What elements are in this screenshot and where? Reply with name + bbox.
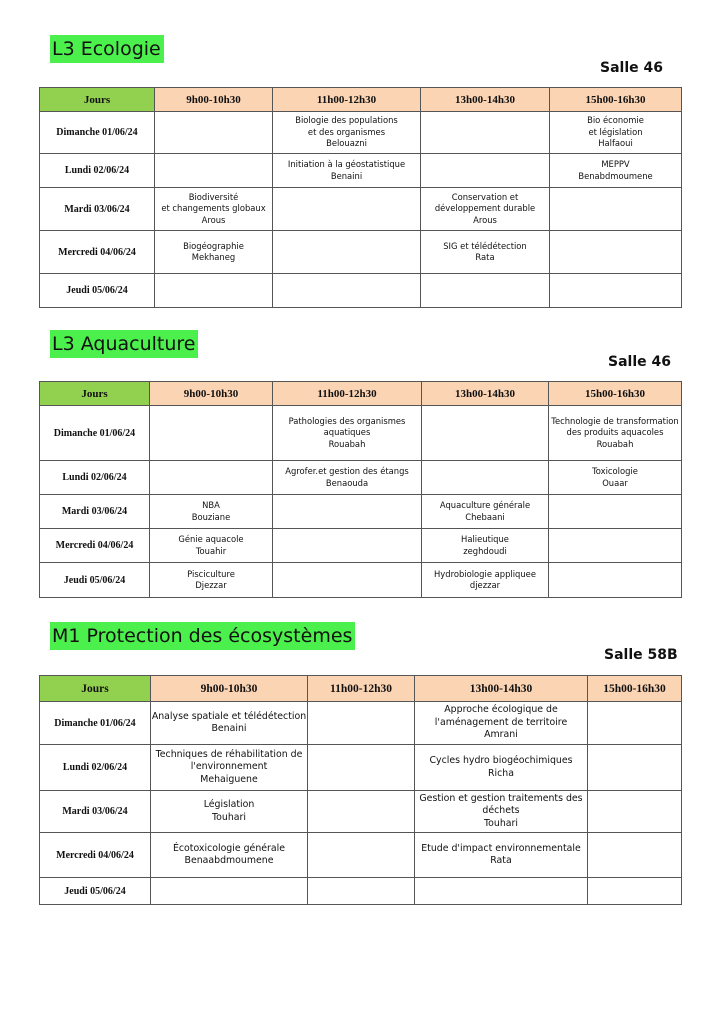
- teacher-name: Bouziane: [191, 511, 231, 522]
- course-cell: [273, 461, 422, 495]
- teacher-name: Benabdmoumene: [578, 170, 653, 181]
- section-title-l3-ecologie: L3 Ecologie: [50, 35, 164, 63]
- course-cell: [151, 791, 308, 833]
- course-cell: [588, 702, 682, 745]
- course-line: et changements globaux: [161, 203, 266, 214]
- day-cell: Dimanche 01/06/24: [40, 406, 150, 461]
- table-row: [40, 461, 682, 495]
- day-cell: Jeudi 05/06/24: [40, 878, 151, 905]
- course-cell: [150, 461, 273, 495]
- course-line: déchets: [482, 805, 520, 817]
- course-line: Approche écologique de: [444, 704, 558, 716]
- table-row: [40, 112, 682, 154]
- table-row: [40, 231, 682, 274]
- course-line: et législation: [588, 126, 643, 137]
- course-cell: [588, 791, 682, 833]
- course-line: Hydrobiologie appliquee: [434, 568, 536, 579]
- course-cell: [273, 112, 421, 154]
- table-header-row: [40, 88, 682, 112]
- course-cell: [273, 495, 422, 529]
- table-row: [40, 702, 682, 745]
- day-cell: Lundi 02/06/24: [40, 461, 150, 495]
- header-days: Jours: [40, 382, 150, 406]
- course-line: l'environnement: [190, 761, 268, 773]
- table-row: [40, 833, 682, 878]
- course-line: Pisciculture: [187, 568, 235, 579]
- course-cell: [422, 495, 549, 529]
- course-cell: [273, 529, 422, 563]
- teacher-name: Touhari: [212, 811, 246, 823]
- course-cell: [308, 791, 415, 833]
- course-cell: [151, 878, 308, 905]
- course-cell: [422, 529, 549, 563]
- course-cell: [273, 231, 421, 274]
- course-line: Toxicologie: [592, 466, 638, 476]
- course-cell: [155, 154, 273, 188]
- day-cell: Dimanche 01/06/24: [40, 112, 155, 154]
- table-row: [40, 406, 682, 461]
- course-cell: [421, 231, 550, 274]
- header-slot: 15h00-16h30: [588, 676, 682, 702]
- course-line: des produits aquacoles: [566, 427, 664, 438]
- course-cell: [549, 461, 682, 495]
- course-cell: [415, 791, 588, 833]
- course-line: Etude d'impact environnementale: [421, 842, 581, 854]
- course-line: Écotoxicologie générale: [172, 842, 286, 854]
- day-cell: Jeudi 05/06/24: [40, 274, 155, 308]
- course-cell: [549, 529, 682, 563]
- course-cell: [550, 274, 682, 308]
- table-row: [40, 154, 682, 188]
- header-slot: 9h00-10h30: [150, 382, 273, 406]
- course-cell: [415, 745, 588, 791]
- course-cell: [151, 833, 308, 878]
- course-cell: [549, 563, 682, 598]
- course-cell: [308, 702, 415, 745]
- course-line: Biologie des populations: [295, 115, 398, 126]
- course-cell: [415, 878, 588, 905]
- teacher-name: Amrani: [484, 729, 518, 741]
- day-cell: Mercredi 04/06/24: [40, 231, 155, 274]
- teacher-name: Chebaani: [465, 511, 505, 522]
- day-cell: Mardi 03/06/24: [40, 495, 150, 529]
- header-slot: 15h00-16h30: [549, 382, 682, 406]
- teacher-name: Benaini: [330, 170, 363, 181]
- course-cell: [588, 833, 682, 878]
- course-cell: [155, 188, 273, 231]
- course-line: Initiation à la géostatistique: [287, 159, 406, 169]
- course-cell: [155, 112, 273, 154]
- course-cell: [273, 563, 422, 598]
- course-cell: [422, 406, 549, 461]
- course-cell: [422, 563, 549, 598]
- course-line: Aquaculture générale: [439, 500, 531, 510]
- course-line: développement durable: [434, 203, 536, 214]
- course-line: Technologie de transformation: [551, 415, 679, 426]
- teacher-name: djezzar: [469, 580, 501, 590]
- table-header-row: [40, 676, 682, 702]
- teacher-name: Touhari: [484, 817, 518, 829]
- course-cell: [150, 529, 273, 563]
- day-cell: Mardi 03/06/24: [40, 188, 155, 231]
- day-cell: Lundi 02/06/24: [40, 154, 155, 188]
- course-cell: [421, 112, 550, 154]
- section-title-l3-aquaculture: L3 Aquaculture: [50, 330, 198, 358]
- header-slot: 13h00-14h30: [422, 382, 549, 406]
- teacher-name: Rata: [475, 252, 495, 262]
- teacher-name: Rouabah: [328, 438, 366, 449]
- course-cell: [273, 274, 421, 308]
- course-line: Halieutique: [461, 534, 509, 544]
- course-cell: [155, 274, 273, 308]
- teacher-name: Rouabah: [596, 438, 634, 449]
- course-cell: [588, 878, 682, 905]
- course-cell: [273, 154, 421, 188]
- course-line: l'aménagement de territoire: [434, 716, 568, 728]
- header-days: Jours: [40, 88, 155, 112]
- table-header-row: [40, 382, 682, 406]
- table-row: [40, 495, 682, 529]
- teacher-name: Ouaar: [602, 477, 628, 488]
- teacher-name: Benaouda: [325, 477, 369, 488]
- room-label: Salle 46: [600, 60, 663, 76]
- course-cell: [550, 112, 682, 154]
- teacher-name: Mehaiguene: [200, 773, 258, 785]
- header-days: Jours: [40, 676, 151, 702]
- course-cell: [549, 495, 682, 529]
- course-line: Cycles hydro biogéochimiques: [429, 755, 573, 766]
- course-cell: [421, 154, 550, 188]
- course-cell: [550, 154, 682, 188]
- course-cell: [550, 188, 682, 231]
- table-row: [40, 563, 682, 598]
- course-cell: [415, 702, 588, 745]
- course-line: aquatiques: [323, 427, 371, 438]
- header-slot: 13h00-14h30: [421, 88, 550, 112]
- course-line: Législation: [203, 799, 255, 810]
- course-line: Biodiversité: [188, 191, 239, 202]
- day-cell: Jeudi 05/06/24: [40, 563, 150, 598]
- course-cell: [421, 274, 550, 308]
- teacher-name: Mekhaneg: [191, 252, 236, 262]
- course-cell: [151, 745, 308, 791]
- schedule-table-l3-aquaculture: [39, 381, 682, 598]
- course-cell: [422, 461, 549, 495]
- course-cell: [151, 702, 308, 745]
- schedule-table-m1-protection: [39, 675, 682, 905]
- course-cell: [308, 878, 415, 905]
- day-cell: Mardi 03/06/24: [40, 791, 151, 833]
- course-cell: [273, 406, 422, 461]
- course-line: Gestion et gestion traitements des: [419, 792, 583, 804]
- course-line: Techniques de réhabilitation de: [155, 748, 303, 760]
- teacher-name: Touahir: [195, 545, 227, 556]
- table-row: [40, 791, 682, 833]
- table-row: [40, 745, 682, 791]
- course-cell: [550, 231, 682, 274]
- course-line: Pathologies des organismes: [288, 415, 406, 426]
- header-slot: 11h00-12h30: [273, 88, 421, 112]
- day-cell: Mercredi 04/06/24: [40, 529, 150, 563]
- header-slot: 9h00-10h30: [151, 676, 308, 702]
- course-line: NBA: [202, 500, 220, 510]
- teacher-name: zeghdoudi: [463, 545, 507, 556]
- course-cell: [150, 495, 273, 529]
- course-cell: [588, 745, 682, 791]
- teacher-name: Richa: [488, 767, 514, 779]
- course-cell: [421, 188, 550, 231]
- day-cell: Lundi 02/06/24: [40, 745, 151, 791]
- course-cell: [273, 188, 421, 231]
- header-slot: 9h00-10h30: [155, 88, 273, 112]
- course-line: Génie aquacole: [178, 534, 244, 544]
- table-row: [40, 188, 682, 231]
- teacher-name: Benaabdmoumene: [184, 855, 274, 866]
- teacher-name: Djezzar: [195, 580, 227, 590]
- teacher-name: Rata: [490, 855, 512, 866]
- table-row: [40, 878, 682, 905]
- course-line: Analyse spatiale et télédétection: [151, 710, 307, 722]
- teacher-name: Belouazni: [326, 138, 367, 149]
- course-cell: [150, 406, 273, 461]
- course-cell: [155, 231, 273, 274]
- day-cell: Mercredi 04/06/24: [40, 833, 151, 878]
- table-row: [40, 529, 682, 563]
- course-line: et des organismes: [307, 126, 386, 137]
- course-cell: [308, 833, 415, 878]
- course-line: SIG et télédétection: [443, 240, 527, 251]
- header-slot: 15h00-16h30: [550, 88, 682, 112]
- course-line: Agrofer.et gestion des étangs: [285, 466, 409, 476]
- teacher-name: Arous: [201, 214, 226, 225]
- course-cell: [415, 833, 588, 878]
- header-slot: 13h00-14h30: [415, 676, 588, 702]
- day-cell: Dimanche 01/06/24: [40, 702, 151, 745]
- table-row: [40, 274, 682, 308]
- teacher-name: Halfaoui: [598, 138, 633, 149]
- schedule-table-l3-ecologie: [39, 87, 682, 308]
- course-cell: [549, 406, 682, 461]
- course-line: MEPPV: [601, 159, 630, 169]
- room-label: Salle 46: [608, 354, 671, 370]
- course-line: Bio économie: [587, 115, 644, 126]
- course-line: Biogéographie: [183, 240, 244, 251]
- header-slot: 11h00-12h30: [273, 382, 422, 406]
- course-cell: [150, 563, 273, 598]
- teacher-name: Arous: [473, 214, 497, 225]
- teacher-name: Benaini: [211, 723, 247, 734]
- course-line: Conservation et: [451, 191, 519, 202]
- section-title-m1-protection: M1 Protection des écosystèmes: [50, 622, 355, 650]
- header-slot: 11h00-12h30: [308, 676, 415, 702]
- room-label: Salle 58B: [604, 647, 678, 663]
- course-cell: [308, 745, 415, 791]
